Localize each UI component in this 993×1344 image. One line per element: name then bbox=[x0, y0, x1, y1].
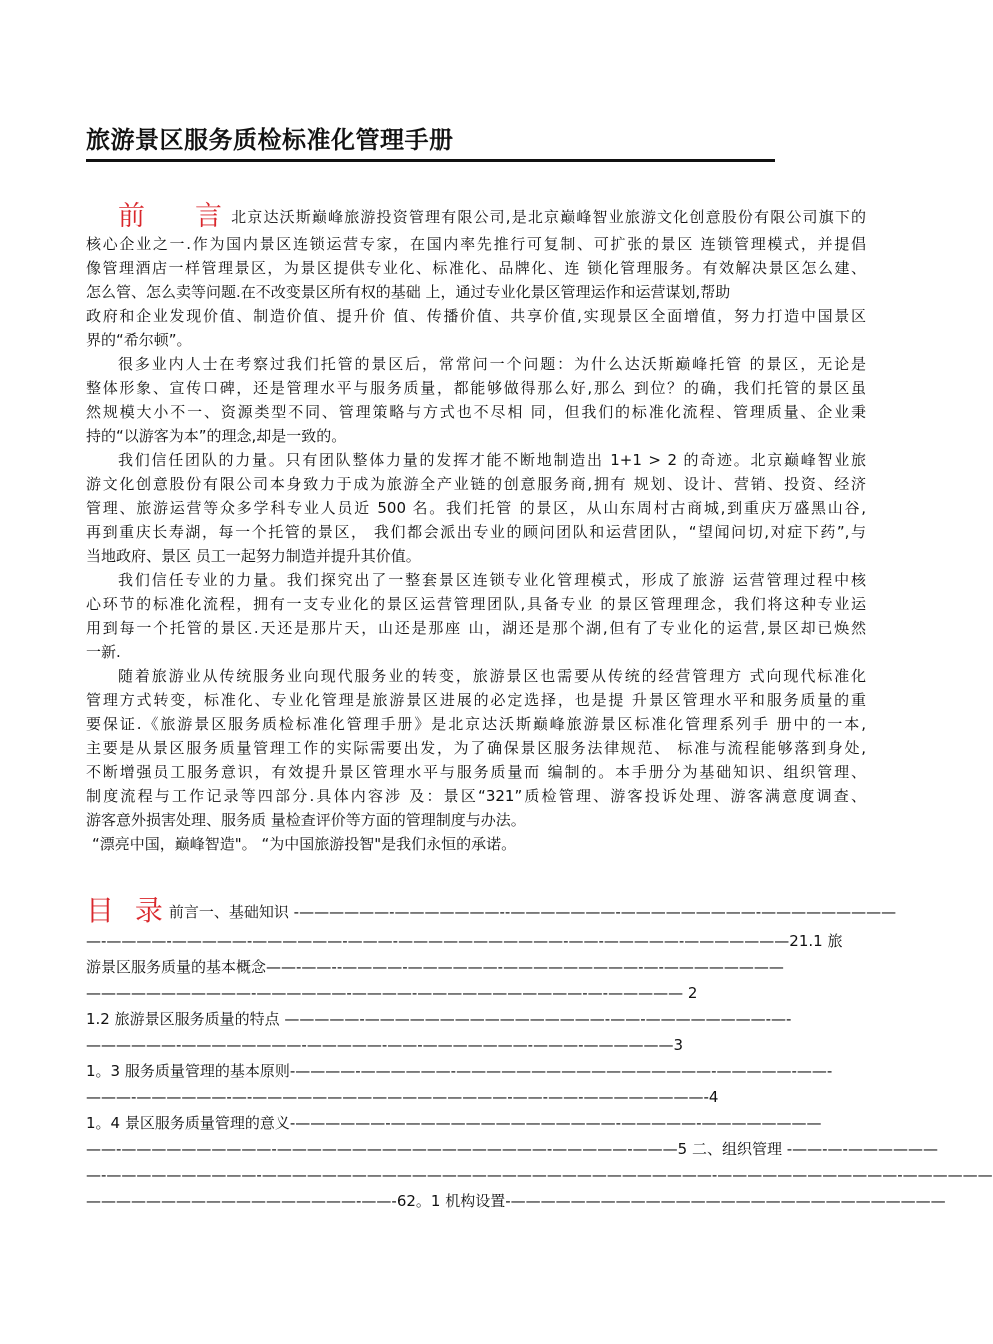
preface-line: 随着旅游业从传统服务业向现代服务业的转变，旅游景区也需要从传统的经营管理方 式向现代标准化 bbox=[118, 667, 866, 685]
toc-line: —-————-—————-——————-———-———————————-——-—————-———————21.1 旅 bbox=[86, 932, 843, 950]
toc-line: —-——————————-——————————————————————————————-————————————-—————— bbox=[86, 1166, 993, 1184]
preface-line: 游客意外损害处理、服务质 量检查评价等方面的管理制度与办法。 bbox=[86, 811, 526, 829]
preface-line: 要保证.《旅游景区服务质检标准化管理手册》是北京达沃斯巅峰旅游景区标准化管理系列手 册中的一本, bbox=[86, 715, 866, 733]
toc-line: ———————————-——————-————-———————————-—-————— 2 bbox=[86, 984, 698, 1002]
toc-first-line bbox=[86, 894, 897, 928]
toc-heading: 目 录 bbox=[86, 894, 169, 927]
title-underline bbox=[86, 159, 775, 162]
toc-line: ——————————————————-——-62。1 机构设置-————————————————————————————— bbox=[86, 1192, 946, 1210]
toc-line: ———-——————-—-—————————————————-——-——-————————-4 bbox=[86, 1088, 719, 1106]
toc-line: 游景区服务质量的基本概念——-——--————-——————-—————————-—-———————— bbox=[86, 958, 784, 976]
preface-line: 一新. bbox=[86, 643, 121, 661]
preface-line: 界的“希尔顿”。 bbox=[86, 331, 192, 349]
preface-line: 再到重庆长寿湖，每一个托管的景区， 我们都会派出专业的顾问团队和运营团队，“望闻问切,对症下药”,与 bbox=[86, 523, 866, 541]
preface-line: “漂亮中国，巅峰智造"。 “为中国旅游投智"是我们永恒的承诺。 bbox=[92, 835, 517, 853]
toc-line: 1。4 景区服务质量管理的意义-——————-———————————————-—————-———————— bbox=[86, 1114, 822, 1132]
preface-line: 然规模大小不一、资源类型不同、管理策略与方式也不尽相 同，但我们的标准化流程、管理质量、企业秉 bbox=[86, 403, 866, 421]
table-of-contents bbox=[86, 894, 993, 1214]
preface-line: 我们信任团队的力量。只有团队整体力量的发挥才能不断地制造出 1+1 > 2 的奇迹。北京巅峰智业旅 bbox=[118, 451, 866, 469]
preface-line: 不断增强员工服务意识，有效提升景区管理水平与服务质量而 编制的。本手册分为基础知识、组织管理、 bbox=[86, 763, 866, 781]
preface-line: 当地政府、景区 员工一起努力制造并提升其价值。 bbox=[86, 547, 421, 565]
preface-line: 主要是从景区服务质量管理工作的实际需要出发，为了确保景区服务法律规范、 标准与流程能够落到身处, bbox=[86, 739, 866, 757]
preface-line: 游文化创意股份有限公司本身致力于成为旅游全产业链的创意服务商,拥有 规划、设计、营销、投资、经济 bbox=[86, 475, 866, 493]
preface-line: 像管理酒店一样管理景区，为景区提供专业化、标准化、品牌化、连 锁化管理服务。有效解决景区怎么建、 bbox=[86, 259, 866, 277]
preface-line: 用到每一个托管的景区.天还是那片天，山还是那座 山，湖还是那个湖,但有了专业化的运营,景区却已焕然 bbox=[86, 619, 866, 637]
toc-line: ——-——————————-——————————————————-—————-———5 二、组织管理 -——-—-—————— bbox=[86, 1140, 938, 1158]
preface-line: 我们信任专业的力量。我们探究出了一整套景区连锁专业化管理模式，形成了旅游 运营管理过程中核 bbox=[118, 571, 866, 589]
preface-line: 心环节的标准化流程，拥有一支专业化的景区运营管理团队,具备专业 的景区管理理念，我们将这种专业运 bbox=[86, 595, 866, 613]
preface-line: 很多业内人士在考察过我们托管的景区后，常常问一个问题：为什么达沃斯巅峰托管 的景区，无论是 bbox=[118, 355, 866, 373]
toc-line: 1.2 旅游景区服务质量的特点 —————-————————————————-——-————————-—- bbox=[86, 1010, 792, 1028]
page-title: 旅游景区服务质检标准化管理手册 bbox=[86, 126, 454, 154]
preface-line: 持的“以游客为本”的理念,却是一致的。 bbox=[86, 427, 347, 445]
preface-line: 管理、旅游运营等众多学科专业人员近 500 名。我们托管 的景区，从山东周村古商城,到重庆万盛黑山谷, bbox=[86, 499, 866, 517]
toc-line: 前言一、基础知识 -——————-———————--———————-—————————-————————— bbox=[168, 903, 897, 921]
preface-line: 制度流程与工作记录等四部分.具体内容涉 及：景区“321”质检管理、游客投诉处理、游客满意度调查、 bbox=[86, 787, 866, 805]
preface-heading: 前 言 bbox=[118, 201, 230, 232]
preface-line: 整体形象、宣传口碑，还是管理水平与服务质量，都能够做得那么好,那么 到位？的确，我们托管的景区虽 bbox=[86, 379, 866, 397]
preface-line: 管理方式转变，标准化、专业化管理是旅游景区进展的必定选择，也是提 升景区管理水平和服务质量的重 bbox=[86, 691, 866, 709]
preface-line: 政府和企业发现价值、制造价值、提升价 值、传播价值、共享价值,实现景区全面增值，努力打造中国景区 bbox=[86, 307, 866, 325]
preface-section bbox=[86, 202, 866, 856]
toc-line: ——————-————————-—————-——-———————-———-——————3 bbox=[86, 1036, 684, 1054]
preface-line: 怎么管、怎么卖等问题.在不改变景区所有权的基础 上，通过专业化景区管理运作和运营谋划,帮助 bbox=[86, 283, 731, 301]
preface-first-line bbox=[86, 202, 866, 232]
toc-line: 1。3 服务质量管理的基本原则-————-——————-—————————————————-—————-——- bbox=[86, 1062, 833, 1080]
preface-line: 核心企业之一.作为国内景区连锁运营专家，在国内率先推行可复制、可扩张的景区 连锁管理模式，并提倡 bbox=[86, 235, 866, 253]
preface-line: 北京达沃斯巅峰旅游投资管理有限公司,是北京巅峰智业旅游文化创意股份有限公司旗下的 bbox=[230, 208, 866, 226]
